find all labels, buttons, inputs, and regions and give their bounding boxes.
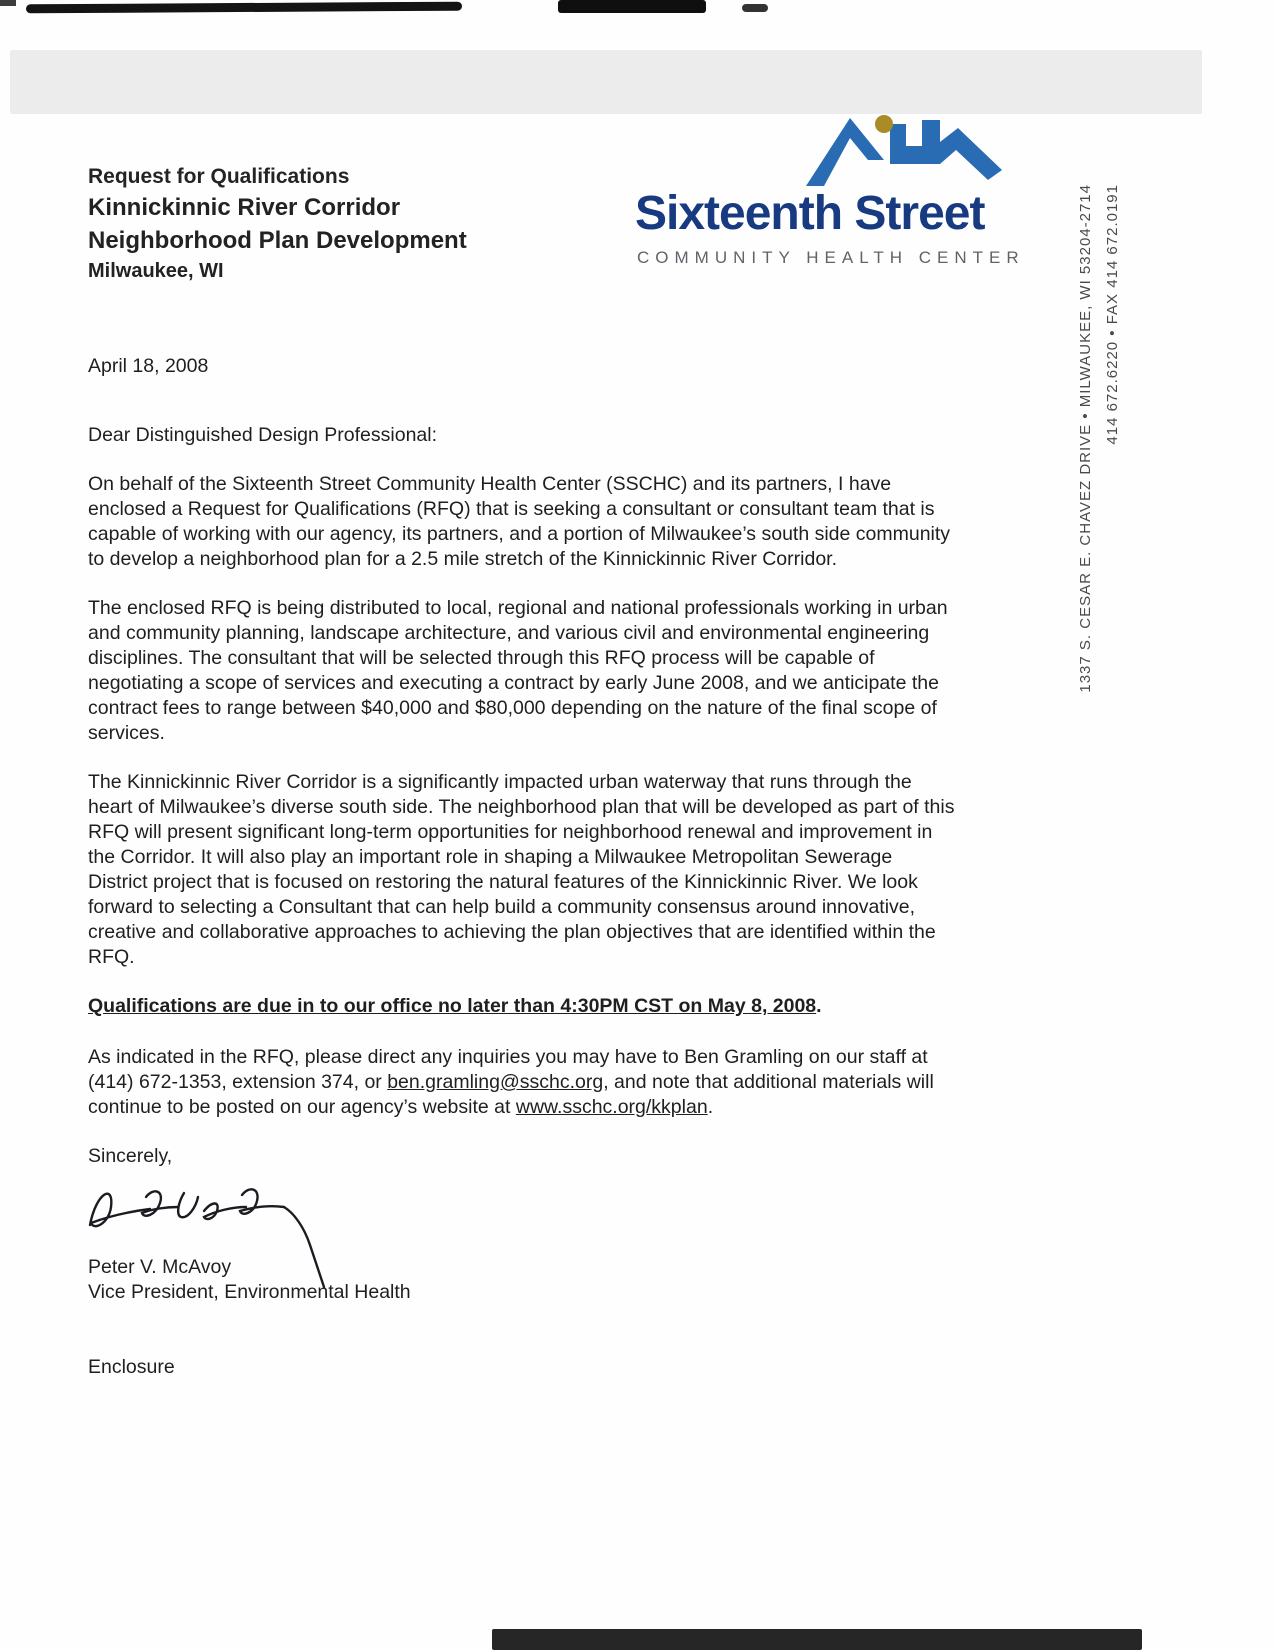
website-link: www.sschc.org/kkplan: [515, 1096, 708, 1118]
salutation: Dear Distinguished Design Professional:: [88, 424, 438, 446]
inquiries-text-pre: As indicated in the RFQ, please direct any inquiries you may have to Ben Gramling on our staff at (414) 672-1353, extension 374, or: [88, 1046, 928, 1093]
enclosure-note: Enclosure: [88, 1356, 175, 1378]
inquiries-period: .: [707, 1096, 714, 1118]
scan-artifact-bottom-band: [492, 1629, 1142, 1650]
gold-dot-icon: [875, 115, 893, 133]
subject-line-city: Milwaukee, WI: [88, 260, 224, 283]
signature-block: [88, 1169, 956, 1255]
mountain-skyline-icon: [803, 112, 1035, 190]
signatory-name: Peter V. McAvoy: [88, 1256, 232, 1278]
logo-wordmark: Sixteenth Street: [635, 187, 985, 240]
logo-subtitle: COMMUNITY HEALTH CENTER: [637, 248, 1025, 267]
email-link: ben.gramling@sschc.org: [387, 1071, 604, 1093]
letter-subject-block: [88, 164, 467, 284]
scan-artifact-corner-mark: [0, 0, 16, 6]
scan-artifact-top-streak: [26, 2, 462, 14]
paragraph-distribution: The enclosed RFQ is being distributed to local, regional and national professionals working in urban and community planning, landscape architecture, and various civil and environmental engineering disciplines. The consultant that will be selected through this RFQ process will be capable of negotiating a scope of services and executing a contract by early June 2008, and we anticipate the contract fees to range between $40,000 and $80,000 depending on the nature of the final scope of services.: [88, 597, 948, 744]
paragraph-inquiries: [88, 1045, 956, 1120]
due-date-notice: [88, 994, 956, 1019]
scan-artifact-gray-band: [10, 50, 1202, 114]
contact-address-line: 1337 S. CESAR E. CHAVEZ DRIVE • MILWAUKEE, WI 53204-2714: [1077, 184, 1094, 693]
due-date-underlined-text: Qualifications are due in to our office no later than 4:30PM CST on May 8, 2008: [88, 995, 817, 1017]
subject-line-corridor: Kinnickinnic River Corridor: [88, 194, 401, 222]
due-date-period: .: [816, 995, 822, 1017]
paragraph-introduction: On behalf of the Sixteenth Street Community Health Center (SSCHC) and its partners, I have enclosed a Request for Qualifications (RFQ) that is seeking a consultant or consultant team that is capable of working with our agency, its partners, and a portion of Milwaukee’s south side community to develop a neighborhood plan for a 2.5 mile stretch of the Kinnickinnic River Corridor.: [88, 473, 951, 570]
closing: Sincerely,: [88, 1145, 173, 1167]
subject-line-plan: Neighborhood Plan Development: [88, 227, 467, 255]
sixteenth-street-logo: [635, 110, 1075, 275]
inquiries-text-mid: , and note that additional materials will continue to be posted on our agency’s website at: [88, 1071, 934, 1118]
signatory-title: Vice President, Environmental Health: [88, 1281, 411, 1303]
letter-date: April 18, 2008: [88, 355, 209, 377]
contact-sidebar: [1072, 184, 1126, 716]
paragraph-corridor-description: The Kinnickinnic River Corridor is a significantly impacted urban waterway that runs through the heart of Milwaukee’s diverse south side. The neighborhood plan that will be developed as part of this RFQ will present significant long-term opportunities for neighborhood renewal and improvement in the Corridor. It will also play an important role in shaping a Milwaukee Metropolitan Sewerage District project that is focused on restoring the natural features of the Kinnickinnic River. We look forward to selecting a Consultant that can help build a community consensus around innovative, creative and collaborative approaches to achieving the plan objectives that are identified within the RFQ.: [88, 771, 955, 968]
scan-artifact-top-mark: [558, 0, 706, 13]
letter-body: [88, 354, 956, 1380]
scan-artifact-top-small-mark: [742, 4, 768, 12]
subject-line-rfq: Request for Qualifications: [88, 165, 350, 188]
contact-phone-line: 414 672.6220 • FAX 414 672.0191: [1104, 184, 1121, 445]
